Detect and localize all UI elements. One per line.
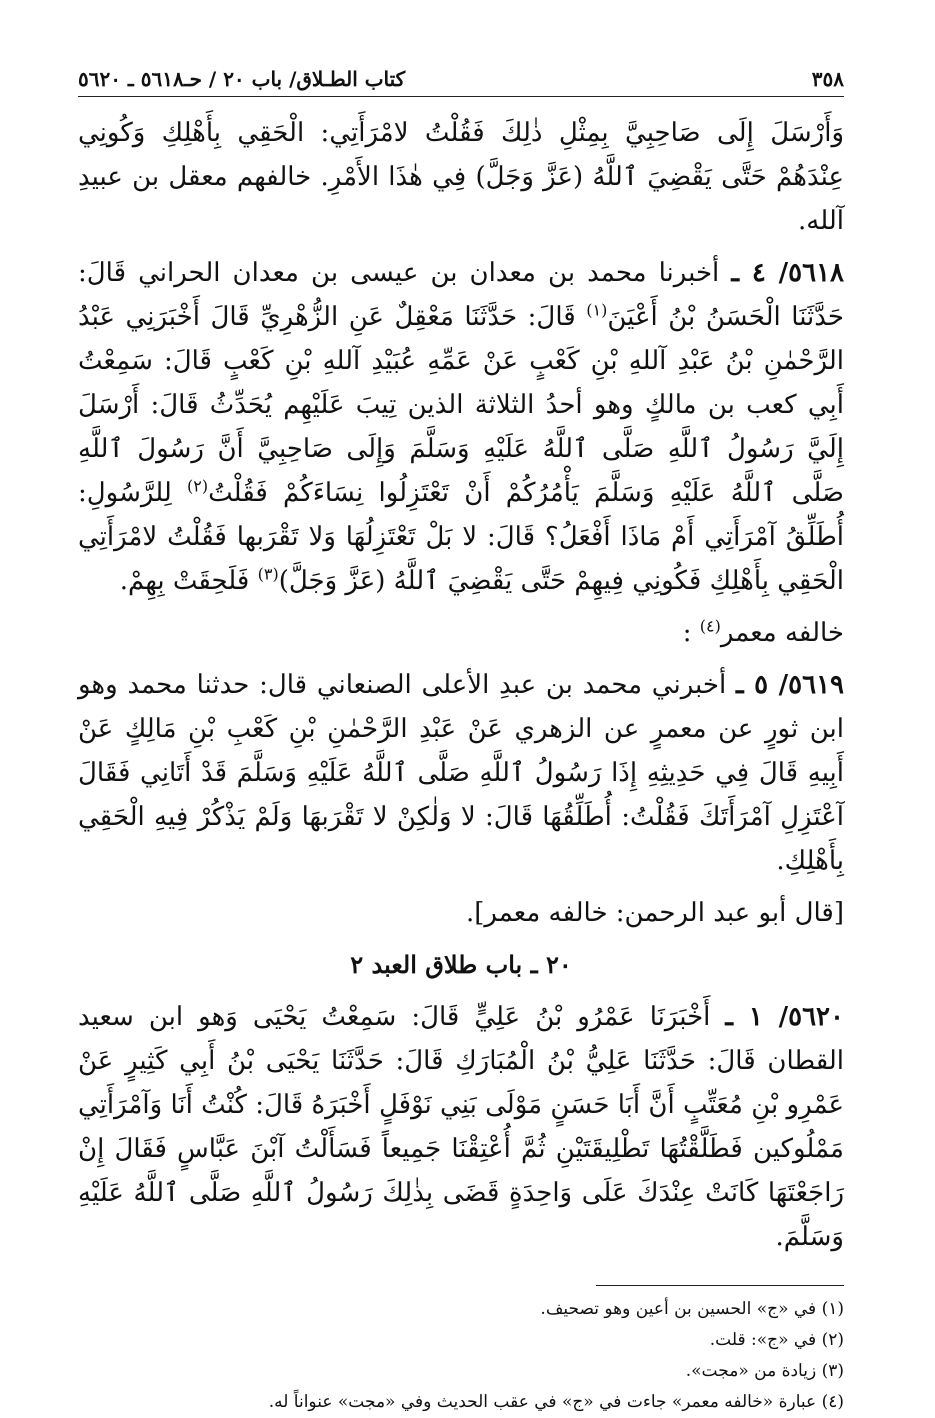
khalafa-note (78, 611, 844, 655)
hadith-5618 (78, 251, 844, 603)
hadith-text-part: قَالَ: حَدَّثَنَا مَعْقِلٌ عَنِ الزُّهْرِيِّ قَالَ أَخْبَرَنِي عَبْدُ الرَّحْمٰنِ بْنُ عَبْدِ آللهِ بْنِ كَعْبٍ عَنْ عَمِّهِ عُبَيْدِ آللهِ بْنِ كَعْبٍ قَالَ: سَمِعْتُ أَبِي كعب بن مالكٍ وهو أحدُ الثلاثة الذين تِيبَ عَلَيْهِم يُحَدِّثُ قَالَ: أَرْسَلَ إِلَيَّ رَسُولُ ٱللَّهِ صَلَّى ٱللَّهُ عَلَيْهِ وَسَلَّمَ وَإِلَى صَاحِبِيَّ أَنَّ رَسُولَ ٱللَّهِ صَلَّى ٱللَّهُ عَلَيْهِ وَسَلَّمَ يَأْمُرُكُمْ أَنْ تَعْتَزِلُوا نِسَاءَكُمْ فَقُلْتُ (78, 302, 845, 508)
footnote-ref: (٢) (186, 476, 209, 496)
hadith-text-part: لِلرَّسُولِ: أُطَلِّقُ آمْرَأَتِي أَمْ مَاذَا أَفْعَلُ؟ قَالَ: لا بَلْ تَعْتَزِلُهَا وَلا تَقْرَبها فَقُلْتُ لامْرَأَتِي الْحَقِي بِأَهْلِكِ فَكُونِي فِيهِمْ حَتَّى يَقْضِيَ ٱللَّهُ (عَزَّ وَجَلَّ) (78, 478, 844, 596)
footnote: (٢) في «ج»: قلت. (709, 1330, 844, 1350)
hadith-number: ٥٦١٩/ ٥ ـ (735, 670, 845, 700)
footnote-ref: (٤) (699, 616, 721, 636)
hadith-text-part: فَلَحِقَتْ بِهِمْ. (119, 566, 250, 596)
hadith-5619 (78, 663, 844, 883)
hadith-text-part: أخبرنا محمد بن معدان بن عيسى بن معدان الحراني قَالَ: حَدَّثَنَا الْحَسَنُ بْنُ أَعْيَنَ (78, 258, 844, 332)
chapter-heading: ٢٠ ـ باب طلاق العبد ٢ (350, 950, 572, 979)
hadith-number: ٥٦١٨/ ٤ ـ (731, 258, 844, 288)
footnote-ref: (٣) (257, 564, 279, 584)
hadith-5620 (78, 995, 844, 1259)
footnote: (١) في «ج» الحسين بن أعين وهو تصحيف. (540, 1299, 844, 1319)
hadith-text: أخبرني محمد بن عبدِ الأعلى الصنعاني قال: حدثنا محمد وهو ابن ثورٍ عن معمرٍ عن الزهري عَنْ عَبْدِ الرَّحْمٰنِ بْنِ كَعْبِ بْنِ مَالِكٍ عَنْ أَبِيهِ قَالَ فِي حَدِيثِهِ إِذَا رَسُولُ ٱللَّهِ صَلَّى ٱللَّهُ عَلَيْهِ وَسَلَّمَ قَدْ أَتَانِي فَقَالَ آعْتَزِلِ آمْرَأَتَكَ فَقُلْتُ: أُطَلِّقُهَا قَالَ: لا وَلٰكِنْ لا تَقْرَبهَا وَلَمْ يَذْكُرْ فِيهِ الْحَقِي بِأَهْلِكِ. (78, 670, 844, 876)
paragraph-continuation: وَأَرْسَلَ إِلَى صَاحِبِيَّ بِمِثْلِ ذٰلِكَ فَقُلْتُ لامْرَأَتِي: الْحَقِي بِأَهْلِكِ وَكُونِي عِنْدَهُمْ حَتَّى يَقْضِيَ ٱللَّهُ (عَزَّ وَجَلَّ) فِي هٰذَا الأَمْرِ. خالفهم معقل بن عبيدِ آلله. (78, 118, 844, 236)
footnotes (78, 1294, 844, 1418)
footnote-divider (596, 1285, 844, 1286)
running-header (78, 58, 844, 97)
editor-note: [قال أبو عبد الرحمن: خالفه معمر]. (465, 898, 844, 928)
hadith-number: ٥٦٢٠/ ١ ـ (725, 1002, 844, 1032)
hadith-text: أَخْبَرَنَا عَمْرُو بْنُ عَلِيٍّ قَالَ: سَمِعْتُ يَحْيَى وَهو ابن سعيد القطان قَالَ: حَدَّثَنَا عَلِيُّ بْنُ الْمُبَارَكِ قَالَ: حَدَّثَنَا يَحْيَى بْنُ أَبِي كَثِيرٍ عَنْ عَمْرِو بْنِ مُعَتِّبٍ أَنَّ أَبَا حَسَنٍ مَوْلَى بَنِي نَوْفَلٍ أَخْبَرَهُ قَالَ: كُنْتُ أَنَا وَآمْرَأَتِي مَمْلُوكين فَطَلَّقْتُهَا تَطْلِيقَتَيْنِ ثُمَّ أُعْتِقْنَا جَمِيعاً فَسَأَلْتُ آبْنَ عَبَّاسٍ فَقَالَ إِنْ رَاجَعْتَهَا كَانَتْ عِنْدَكَ عَلَى وَاحِدَةٍ قَضَى بِذٰلِكَ رَسُولُ ٱللَّهِ صَلَّى ٱللَّهُ عَلَيْهِ وَسَلَّمَ. (78, 1002, 844, 1252)
footnote: (٤) عبارة «خالفه معمر» جاءت في «ج» في عقب الحديث وفي «مجت» عنواناً له. (268, 1392, 844, 1412)
footnote: (٣) زيادة من «مجت». (685, 1361, 844, 1381)
page-number: ٣٥٨ (811, 67, 844, 91)
note-text: : (682, 618, 692, 648)
book-page (78, 58, 844, 1418)
note-text: خالفه معمر (720, 618, 844, 648)
footnote-ref: (١) (586, 300, 608, 320)
chapter-title: كتاب الطـلاق/ باب ٢٠ / حـ٥٦١٨ ـ ٥٦٢٠ (78, 67, 406, 91)
